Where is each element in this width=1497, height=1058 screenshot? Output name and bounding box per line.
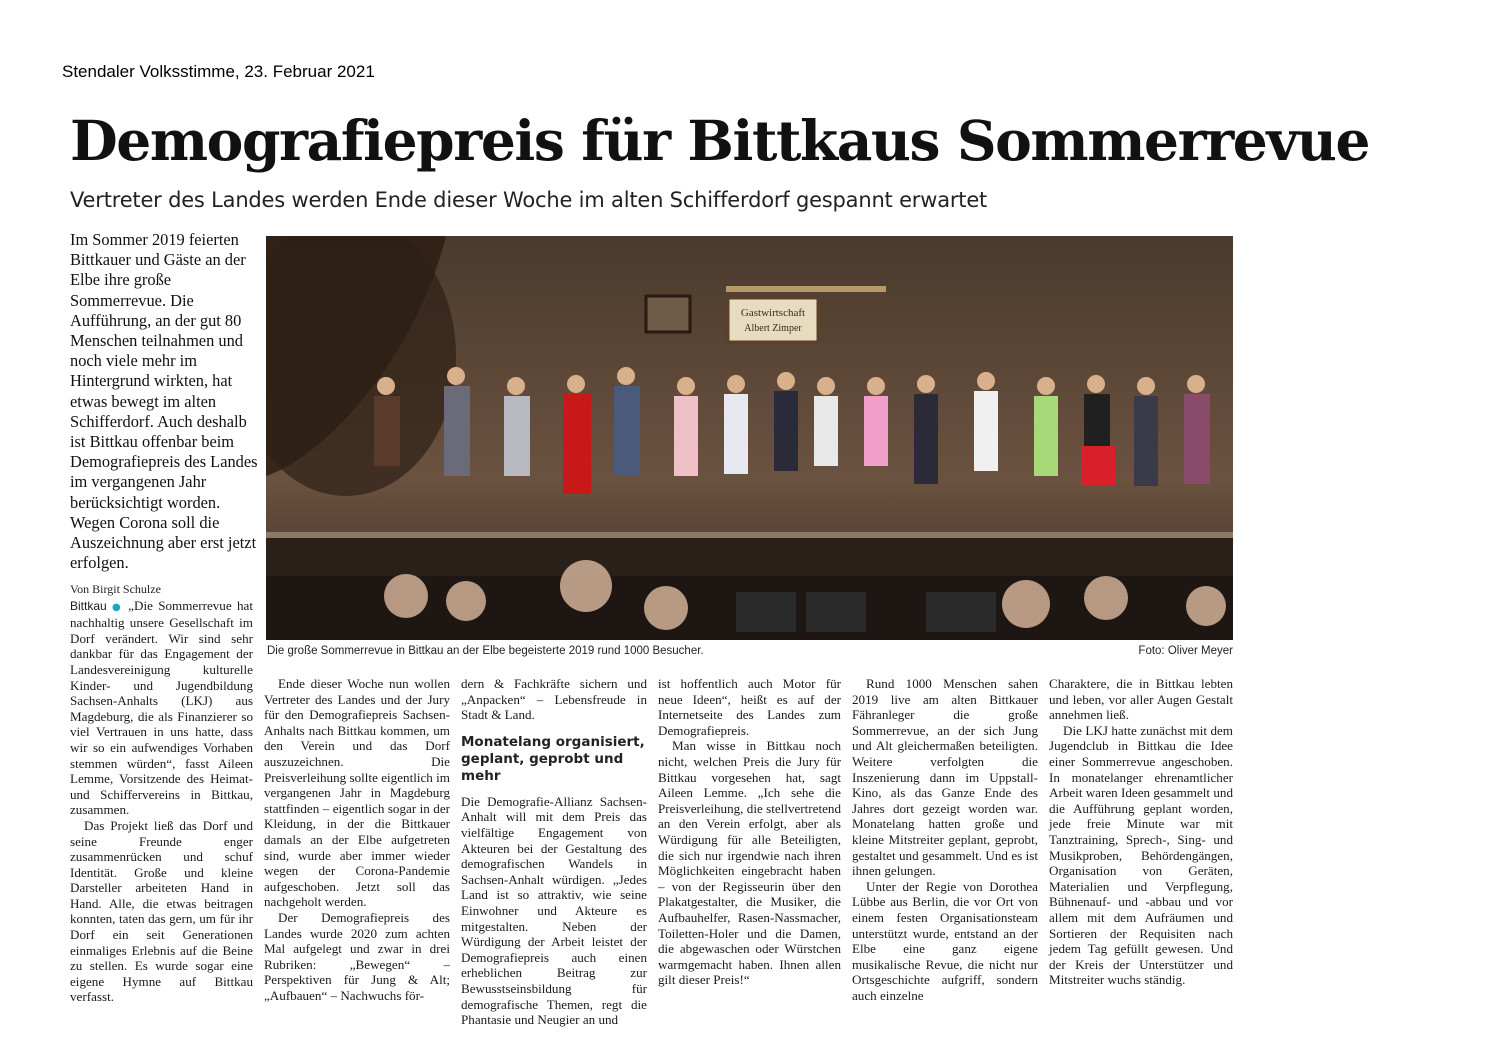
column-2-text-1: Ende dieser Woche nun wollen Vertreter des Landes und der Jury für den Demografiepreis Sachsen-Anhalts nach Bittkau kommen, um den Verein und das Dorf auszuzeichnen. Die Preisverleihung sollte eigentlich im vergangenen Jahr in Magdeburg stattfinden – eigentlich sogar in der Kleidung, in der die Bittkauer damals an der Elbe aufgetreten sind, wurde aber immer wieder wegen der Corona-Pandemie aufgeschoben. Jetzt soll das nachgeholt werden. <box>264 676 450 910</box>
dateline: Bittkau <box>70 598 107 613</box>
column-5 <box>852 676 1038 1003</box>
headline: Demografiepreis für Bittkaus Sommerrevue <box>70 108 1370 173</box>
photo-credit: Foto: Oliver Meyer <box>1138 645 1233 657</box>
column-5-text-1: Rund 1000 Menschen sahen 2019 live am alten Bittkauer Fähranleger die große Sommerrevue, an der sich Jung und Alt gleichermaßen beteiligten. Weitere verfolgten die Inszenierung dann im Uppstall-Kino, als das Ganze Ende des Jahres dort gezeigt worden war. Monatelang hatten große und kleine Mitstreiter geplant, geprobt, gestaltet und gesammelt. Und es ist ihnen gelungen. <box>852 676 1038 879</box>
stage-illustration <box>266 236 1233 640</box>
stage-photo <box>266 236 1233 640</box>
column-6 <box>1049 676 1233 988</box>
caption-text: Die große Sommerrevue in Bittkau an der Elbe begeisterte 2019 rund 1000 Besucher. <box>267 645 704 657</box>
column-5-text-2: Unter der Regie von Dorothea Lübbe aus Berlin, die vor Ort von einem festen Organisationsteam unterstützt wurde, entstand an der Elbe eine ganz eigene musikalische Revue, die nicht nur Ortsgeschichte aufgriff, sondern auch einzelne <box>852 878 1038 1003</box>
sign-line1: Gastwirtschaft <box>740 307 806 319</box>
column-1-text-2: Das Projekt ließ das Dorf und seine Freunde enger zusammenrücken und schuf Identität. Große und kleine Darsteller arbeiteten Hand in Hand. Alle, die etwas beitragen konnten, taten das gern, um für ihr Dorf ein seit Generationen einmaliges Erlebnis auf die Beine zu stellen. Es wurde sogar eine eigene Hymne auf Bittkau verfasst. <box>70 817 253 1005</box>
bullet-icon: ● <box>112 601 123 613</box>
byline: Von Birgit Schulze <box>70 582 161 596</box>
column-1 <box>70 582 253 1005</box>
column-2 <box>264 676 450 1003</box>
column-4 <box>658 676 841 988</box>
sign-line2: Albert Zimper <box>744 323 802 334</box>
column-4-text-2: Man wisse in Bittkau noch nicht, welchen Preis die Jury für Bittkau vorgesehen hat, sagt Aileen Lemme. „Ich sehe die Preisverleihung, die stellvertretend an den Verein erfolgt, aber als Würdigung für alle Beteiligten, die sich nur irgendwie nach ihren Möglichkeiten eingebracht haben – von der Regisseurin über den Plakatgestalter, die Musiker, die Aufbauhelfer, Rasen-Nassmacher, Toiletten-Holer und die Damen, die abgewaschen oder Würstchen warmgemacht haben. Ihnen allen gilt dieser Preis!“ <box>658 738 841 988</box>
column-4-text-1: ist hoffentlich auch Motor für neue Ideen“, heißt es auf der Internetseite des Landes zum Demografiepreis. <box>658 676 841 738</box>
lead-paragraph: Im Sommer 2019 feierten Bittkauer und Gäste an der Elbe ihre große Sommerrevue. Die Aufführung, an der gut 80 Menschen teilnahmen und noch viele mehr im Hintergrund wirkten, hat etwas bewegt im alten Schifferdorf. Auch deshalb ist Bittkau offenbar beim Demografiepreis des Landes im vergangenen Jahr berücksichtigt worden. Wegen Corona soll die Auszeichnung aber erst jetzt erfolgen. <box>70 230 258 573</box>
column-1-paragraph <box>70 598 253 818</box>
column-6-text-2: Die LKJ hatte zunächst mit dem Jugendclub in Bittkau die Idee einer Sommerrevue angeschoben. In monatelanger ehrenamtlicher Arbeit waren Ideen gesammelt und die Aufführung geplant worden, jede freie Minute war mit Tanztraining, Sprech-, Sing- und Musikproben, Behördengängen, Organisation von Geräten, Materialien und Verpflegung, Bühnenauf- und -abbau und vor allem mit dem Aufräumen und Sortieren der Requisiten nach jedem Tag gefüllt gewesen. Und der Kreis der Unterstützer und Mitstreiter wuchs ständig. <box>1049 722 1233 988</box>
photo-caption <box>267 645 1233 657</box>
column-2-text-2: Der Demografiepreis des Landes wurde 2020 zum achten Mal aufgelegt und zwar in drei Rubriken: „Bewegen“ – Perspektiven für Jung & Alt; „Aufbauen“ – Nachwuchs för- <box>264 909 450 1003</box>
column-3 <box>461 676 647 1028</box>
subheadline: Vertreter des Landes werden Ende dieser Woche im alten Schifferdorf gespannt erwartet <box>70 188 988 212</box>
column-1-text-1: „Die Sommerrevue hat nachhaltig unsere Gesellschaft im Dorf verändert. Wir sind sehr dankbar für das Engagement der Landesvereinigung kulturelle Kinder- und Jugendbildung Sachsen-Anhalts (LKJ) aus Magdeburg, die als Finanzierer so viel Vertrauen in uns hatte, dass wir so ein aufwendiges Vorhaben stemmen würden“, fasst Aileen Lemme, Vorsitzende des Heimat- und Schiffervereins in Bittkau, zusammen. <box>70 597 253 818</box>
subheading: Monatelang organisiert, geplant, geprobt und mehr <box>461 733 645 784</box>
column-3-text-2: Die Demografie-Allianz Sachsen-Anhalt will mit dem Preis das vielfältige Engagement von Akteuren bei der Gestaltung des demografischen Wandels in Sachsen-Anhalt würdigen. „Jedes Land ist so attraktiv, wie seine Einwohner und Akteure es mitgestalten. Neben der Würdigung der Arbeit leistet der Demografiepreis auch einen erheblichen Beitrag zur Bewusstseinsbildung für demografische Themen, regt die Phantasie und Neugier an und <box>461 793 647 1028</box>
column-6-text-1: Charaktere, die in Bittkau lebten und leben, vor aller Augen Gestalt annehmen ließ. <box>1049 676 1233 723</box>
column-3-text-1: dern & Fachkräfte sichern und „Anpacken“ – Lebensfreude in Stadt & Land. <box>461 676 647 723</box>
publication-source: Stendaler Volksstimme, 23. Februar 2021 <box>62 62 375 81</box>
